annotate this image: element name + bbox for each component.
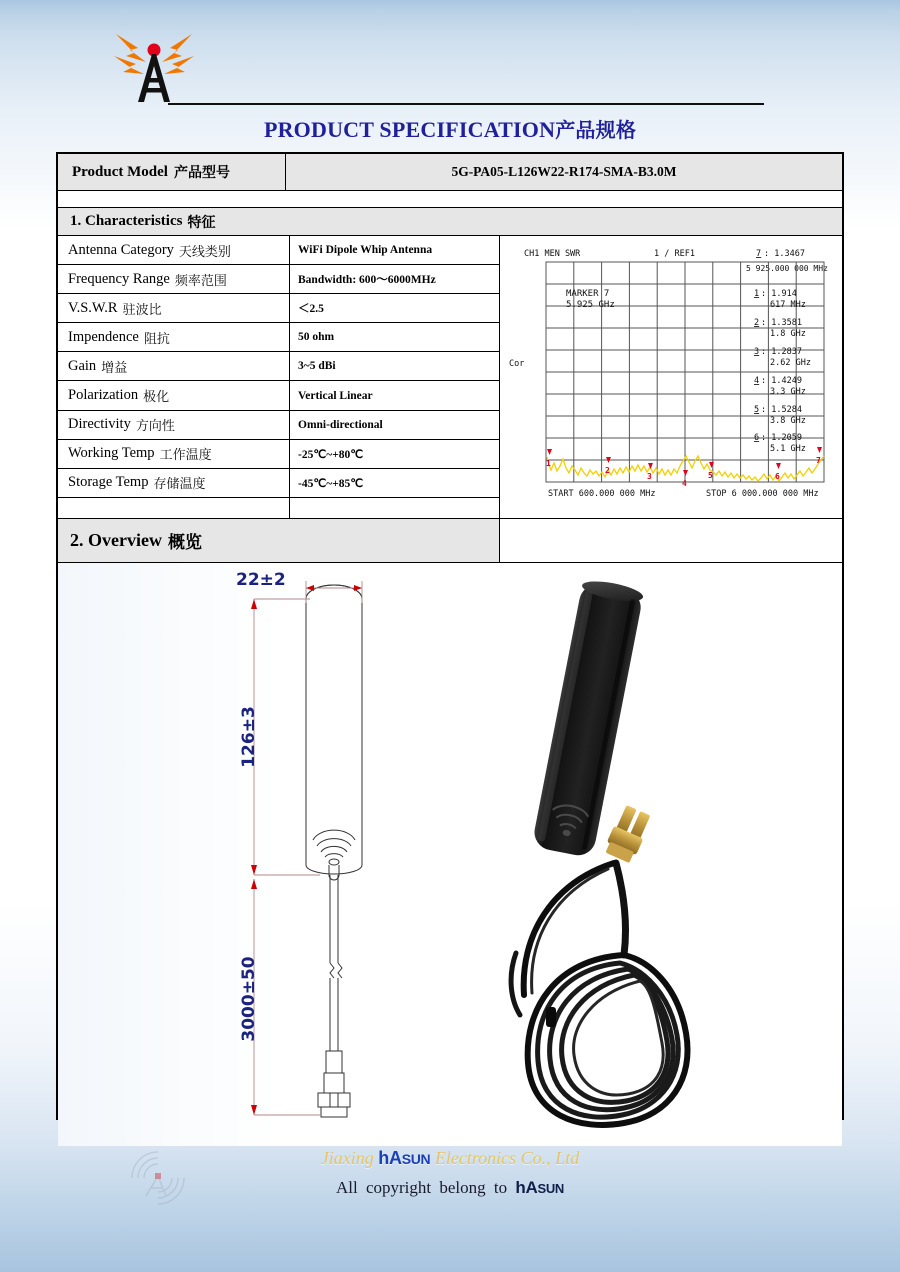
antenna-product-photo — [428, 563, 798, 1146]
chart-active-marker-freq: 5 925.000 000 MHz — [746, 264, 828, 273]
copyright-brand: hASUN — [515, 1178, 565, 1197]
row-key-en: V.S.W.R — [68, 299, 118, 316]
chart-active-marker-num: 7 — [756, 249, 762, 259]
section-overview-header — [58, 519, 500, 563]
svg-text:7: 7 — [816, 456, 821, 465]
row-value: -45℃~+85℃ — [298, 477, 364, 490]
row-value: Vertical Linear — [298, 389, 373, 402]
section-2-title-en: Overview — [88, 530, 162, 550]
section-2-number: 2. — [70, 530, 84, 550]
company-brand: hASUN — [378, 1148, 431, 1168]
svg-text:2: 2 — [605, 466, 610, 475]
section-overview-header-filler — [500, 519, 842, 563]
dim-width-label: 22±2 — [236, 570, 286, 590]
copyright-text: All copyright belong to — [335, 1178, 516, 1197]
row-key-cn: 方向性 — [135, 419, 175, 435]
row-value — [290, 498, 499, 518]
overview-body — [58, 563, 842, 1146]
dim-width-line — [306, 581, 362, 603]
section-1-number: 1. — [70, 213, 82, 229]
row-key-en: Polarization — [68, 387, 139, 404]
row-key-cn: 阻抗 — [143, 331, 170, 347]
svg-text:2.62 GHz: 2.62 GHz — [770, 358, 811, 368]
row-key — [58, 440, 290, 468]
row-key — [58, 352, 290, 380]
row-key-en: Gain — [68, 357, 97, 374]
dim-cable-label: 3000±50 — [239, 956, 259, 1042]
chart-marker-title-freq: 5.925 GHz — [566, 300, 615, 310]
row-key — [58, 381, 290, 409]
spec-sheet — [56, 152, 844, 1120]
row-key-cn: 工作温度 — [159, 448, 212, 464]
sma-connector-drawing — [318, 1051, 350, 1117]
section-overview-header-row — [58, 519, 842, 563]
product-model-row — [58, 154, 842, 191]
svg-text:6: 6 — [754, 433, 760, 443]
dim-length-label: 126±3 — [239, 706, 259, 768]
product-model-value: 5G-PA05-L126W22-R174-SMA-B3.0M — [451, 164, 677, 179]
svg-text:1: 1 — [546, 459, 551, 468]
page-header — [0, 0, 900, 112]
row-key-en: Antenna Category — [68, 241, 174, 258]
dim-length-line — [254, 599, 320, 875]
svg-text:: 1.5284: : 1.5284 — [761, 405, 802, 415]
cable-loose-end — [511, 953, 520, 1015]
cable-tie — [546, 1007, 556, 1027]
row-key-en: Storage Temp — [68, 474, 149, 491]
svg-text:3: 3 — [754, 347, 760, 357]
row-key-cn: 极化 — [143, 390, 170, 406]
page-title-en: PRODUCT SPECIFICATION — [263, 117, 556, 142]
company-name-post: Electronics Co., Ltd — [430, 1148, 580, 1168]
svg-text:3.8 GHz: 3.8 GHz — [770, 416, 806, 426]
row-key-en: Directivity — [68, 416, 131, 433]
antenna-cable-lead — [616, 863, 626, 955]
table-row — [58, 323, 499, 352]
page-footer — [0, 1130, 900, 1272]
row-value: Omni-directional — [298, 418, 383, 431]
chart-channel-label: CH1 MEN SWR — [524, 249, 581, 259]
chart-start-label: START 600.000 000 MHz — [548, 489, 656, 499]
row-value: 50 ohm — [298, 331, 335, 344]
chart-scale-label: 1 / REF1 — [654, 249, 695, 259]
header-divider — [168, 103, 764, 105]
product-model-label-cn: 产品型号 — [173, 165, 230, 181]
table-row-blank — [58, 498, 499, 518]
svg-text:2: 2 — [754, 318, 760, 328]
vswr-chart — [500, 236, 842, 518]
vswr-chart-svg — [506, 244, 840, 516]
row-key — [58, 469, 290, 497]
svg-text:4: 4 — [682, 479, 687, 488]
svg-text:: 1.3581: : 1.3581 — [761, 318, 802, 328]
table-row — [58, 352, 499, 381]
row-key — [58, 236, 290, 264]
copyright-notice — [336, 1178, 564, 1198]
row-value: WiFi Dipole Whip Antenna — [298, 244, 433, 257]
row-value: ＜2.5 — [298, 303, 324, 316]
row-key-cn: 存储温度 — [153, 477, 206, 493]
chart-marker-title: MARKER 7 — [566, 289, 610, 299]
row-key — [58, 323, 290, 351]
section-characteristics-header — [58, 208, 842, 236]
row-value: Bandwidth: 600～6000MHz — [298, 274, 436, 287]
row-value: -25℃~+80℃ — [298, 448, 364, 461]
page-title-cn: 产品规格 — [555, 118, 637, 142]
table-row — [58, 265, 499, 294]
row-key — [58, 411, 290, 439]
svg-text:1: 1 — [754, 289, 760, 299]
antenna-tower-logo-icon — [108, 22, 200, 108]
svg-text:3: 3 — [647, 472, 652, 481]
table-row — [58, 440, 499, 469]
svg-text:1.8 GHz: 1.8 GHz — [770, 329, 806, 339]
page-title — [0, 114, 900, 143]
row-key-en: Working Temp — [68, 445, 155, 462]
product-model-label — [58, 154, 286, 190]
dim-cable-line — [254, 879, 320, 1115]
company-name-pre: Jiaxing — [320, 1148, 379, 1168]
svg-text:: 1.914: : 1.914 — [761, 289, 797, 299]
chart-cor-label: Cor — [509, 359, 525, 369]
section-1-title-cn: 特征 — [187, 214, 216, 231]
chart-active-marker-value: : 1.3467 — [764, 249, 805, 259]
sma-connector-photo — [603, 804, 653, 865]
row-key-en: Impendence — [68, 328, 139, 345]
row-key-cn: 增益 — [101, 360, 128, 376]
section-2-title-cn: 概览 — [167, 533, 202, 553]
row-key — [58, 498, 290, 518]
svg-text:: 1.2837: : 1.2837 — [761, 347, 802, 357]
row-key — [58, 265, 290, 293]
svg-text:: 1.4249: : 1.4249 — [761, 376, 802, 386]
row-key-en: Frequency Range — [68, 270, 170, 287]
row-key-cn: 驻波比 — [122, 302, 162, 318]
chart-stop-label: STOP 6 000.000 000 MHz — [706, 489, 819, 499]
svg-text:3.3 GHz: 3.3 GHz — [770, 387, 806, 397]
table-row — [58, 294, 499, 323]
svg-text:4: 4 — [754, 376, 760, 386]
row-value: 3~5 dBi — [298, 360, 336, 373]
table-row — [58, 236, 499, 265]
antenna-dimension-drawing — [58, 563, 458, 1146]
svg-text:5.1 GHz: 5.1 GHz — [770, 444, 806, 454]
product-model-label-en: Product Model — [72, 163, 168, 180]
table-row — [58, 411, 499, 440]
section-1-title-en: Characteristics — [85, 213, 183, 229]
wifi-signal-icon — [313, 830, 355, 865]
row-key — [58, 294, 290, 322]
svg-text:5: 5 — [708, 471, 713, 480]
characteristics-table — [58, 236, 500, 518]
svg-text:617 MHz: 617 MHz — [770, 300, 806, 310]
company-name — [321, 1148, 579, 1169]
svg-text:5: 5 — [754, 405, 760, 415]
characteristics-body — [58, 236, 842, 519]
table-row — [58, 469, 499, 498]
row-key-cn: 频率范围 — [174, 273, 227, 289]
table-row — [58, 381, 499, 410]
sheet-spacer-row — [58, 191, 842, 208]
svg-text:6: 6 — [775, 472, 780, 481]
row-key-cn: 天线类别 — [178, 244, 231, 260]
svg-text:: 1.2059: : 1.2059 — [761, 433, 802, 443]
